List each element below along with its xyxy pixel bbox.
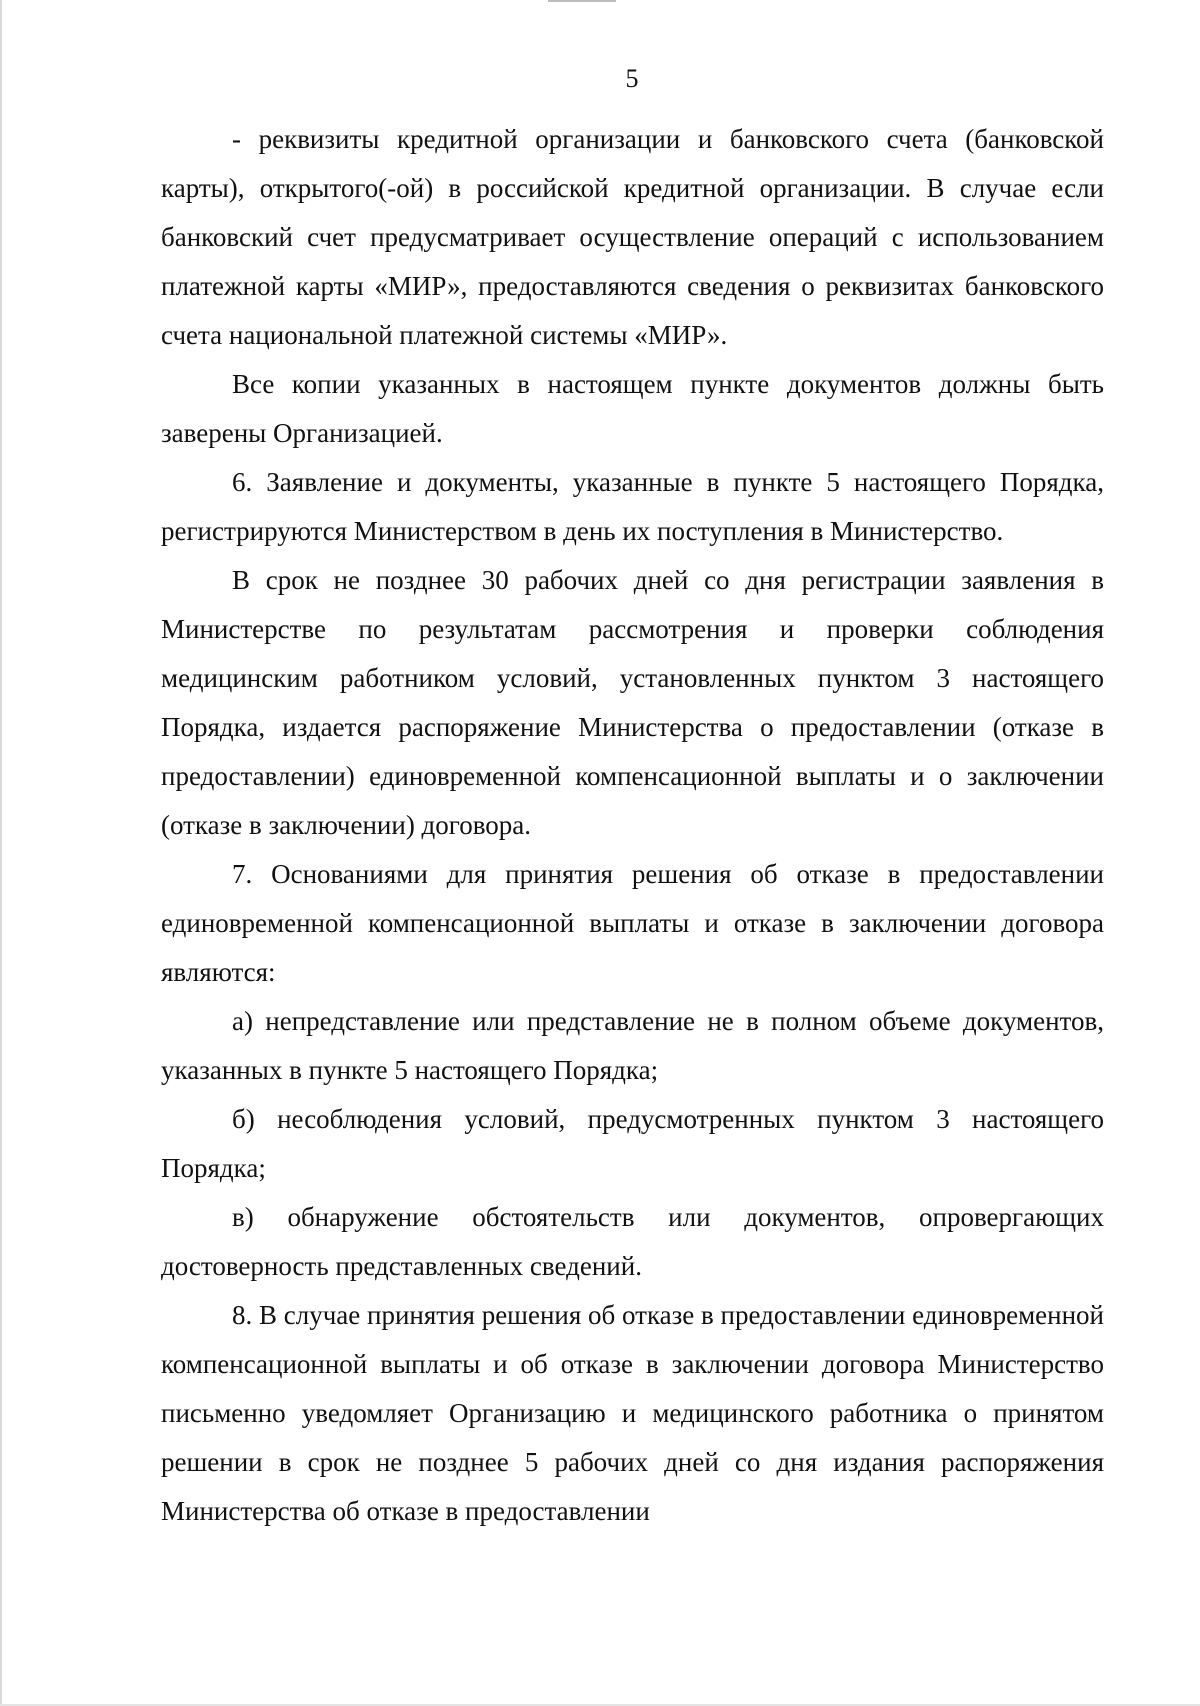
paragraph-item-7v: в) обнаружение обстоятельств или документов, опровергающих достоверность представленных сведений. (161, 1202, 1104, 1281)
paragraph-item-7b: б) несоблюдения условий, предусмотренных пунктом 3 настоящего Порядка; (161, 1104, 1104, 1183)
paragraph-decision-deadline: В срок не позднее 30 рабочих дней со дня регистрации заявления в Министерстве по результатам рассмотрения и проверки соблюдения медицинским работником условий, установленных пунктом 3 настоящего Порядка, издается распоряжение Министерства о предоставлении (отказе в предоставлении) единовременной компенсационной выплаты и о заключении (отказе в заключении) договора. (161, 565, 1104, 840)
paragraph-item-8: 8. В случае принятия решения об отказе в предоставлении единовременной компенсационной выплаты и об отказе в заключении договора Министерство письменно уведомляет Организацию и медицинского работника о принятом решении в срок не позднее 5 рабочих дней со дня издания распоряжения Министерства об отказе в предоставлении (161, 1300, 1104, 1526)
paragraph-bank-details: - реквизиты кредитной организации и банковского счета (банковской карты), открытого(-ой) в российской кредитной организации. В случае если банковский счет предусматривает осуществление операций с использованием платежной карты «МИР», предоставляются сведения о реквизитах банковского счета национальной платежной системы «МИР». (161, 124, 1104, 350)
scan-edge-left (0, 0, 2, 1706)
document-body (161, 115, 1104, 1536)
paragraph-item-7: 7. Основаниями для принятия решения об отказе в предоставлении единовременной компенсационной выплаты и отказе в заключении договора являются: (161, 859, 1104, 987)
scan-mark-top (548, 0, 616, 2)
paragraph-item-6: 6. Заявление и документы, указанные в пункте 5 настоящего Порядка, регистрируются Министерством в день их поступления в Министерство. (161, 467, 1104, 546)
paragraph-copies-certified: Все копии указанных в настоящем пункте документов должны быть заверены Организацией. (161, 369, 1104, 448)
paragraph-item-7a: а) непредставление или представление не в полном объеме документов, указанных в пункте 5 настоящего Порядка; (161, 1006, 1104, 1085)
page-number: 5 (625, 64, 639, 93)
